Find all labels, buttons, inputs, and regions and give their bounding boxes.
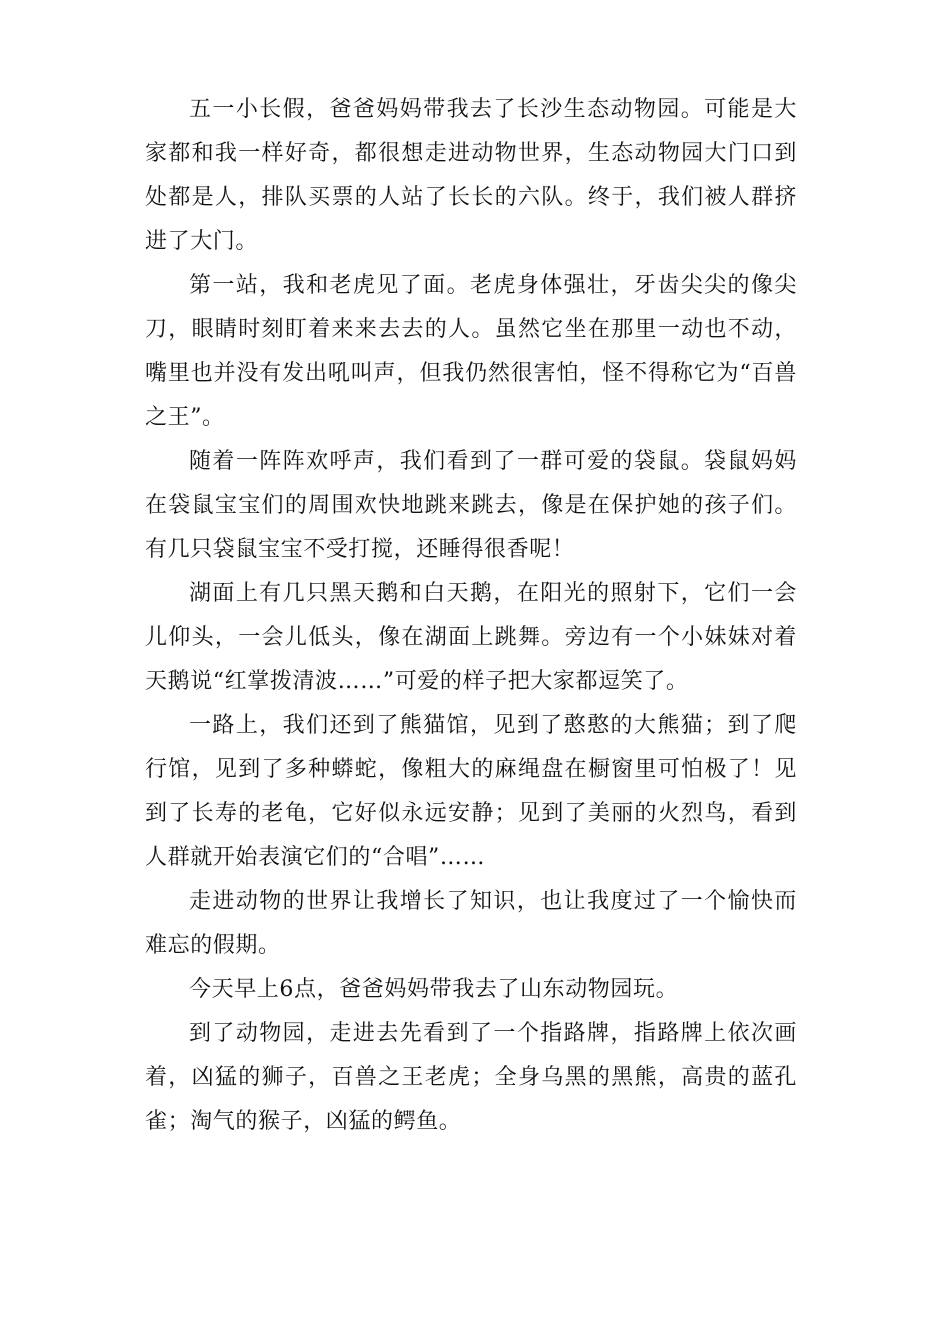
- paragraph-7: 今天早上6点，爸爸妈妈带我去了山东动物园玩。: [189, 977, 679, 1002]
- paragraph-2: 第一站，我和老虎见了面。老虎身体强壮，牙齿尖尖的像尖刀，眼睛时刻盯着来来去去的人。虽然它坐在那里一动也不动，嘴里也并没有发出吼叫声，但我仍然很害怕，怪不得称它为“百兽之王”。: [145, 273, 797, 430]
- paragraph-3: 随着一阵阵欢呼声，我们看到了一群可爱的袋鼠。袋鼠妈妈在袋鼠宝宝们的周围欢快地跳来跳去，像是在保护她的孩子们。有几只袋鼠宝宝不受打搅，还睡得很香呢！: [145, 449, 797, 562]
- paragraph-4: 湖面上有几只黑天鹅和白天鹅，在阳光的照射下，它们一会儿仰头，一会儿低头，像在湖面上跳舞。旁边有一个小妹妹对着天鹅说“红掌拨清波……”可爱的样子把大家都逗笑了。: [145, 581, 797, 694]
- paragraph-8: 到了动物园，走进去先看到了一个指路牌，指路牌上依次画着，凶猛的狮子，百兽之王老虎；全身乌黑的黑熊，高贵的蓝孔雀；淘气的猴子，凶猛的鳄鱼。: [145, 1021, 797, 1134]
- paragraph-6: 走进动物的世界让我增长了知识，也让我度过了一个愉快而难忘的假期。: [145, 889, 797, 958]
- paragraph-1: 五一小长假，爸爸妈妈带我去了长沙生态动物园。可能是大家都和我一样好奇，都很想走进动物世界，生态动物园大门口到处都是人，排队买票的人站了长长的六队。终于，我们被人群挤进了大门。: [145, 97, 797, 254]
- document-body: [145, 88, 797, 1144]
- paragraph-5: 一路上，我们还到了熊猫馆，见到了憨憨的大熊猫；到了爬行馆，见到了多种蟒蛇，像粗大的麻绳盘在橱窗里可怕极了！见到了长寿的老龟，它好似永远安静；见到了美丽的火烈鸟，看到人群就开始表演它们的“合唱”……: [145, 713, 797, 870]
